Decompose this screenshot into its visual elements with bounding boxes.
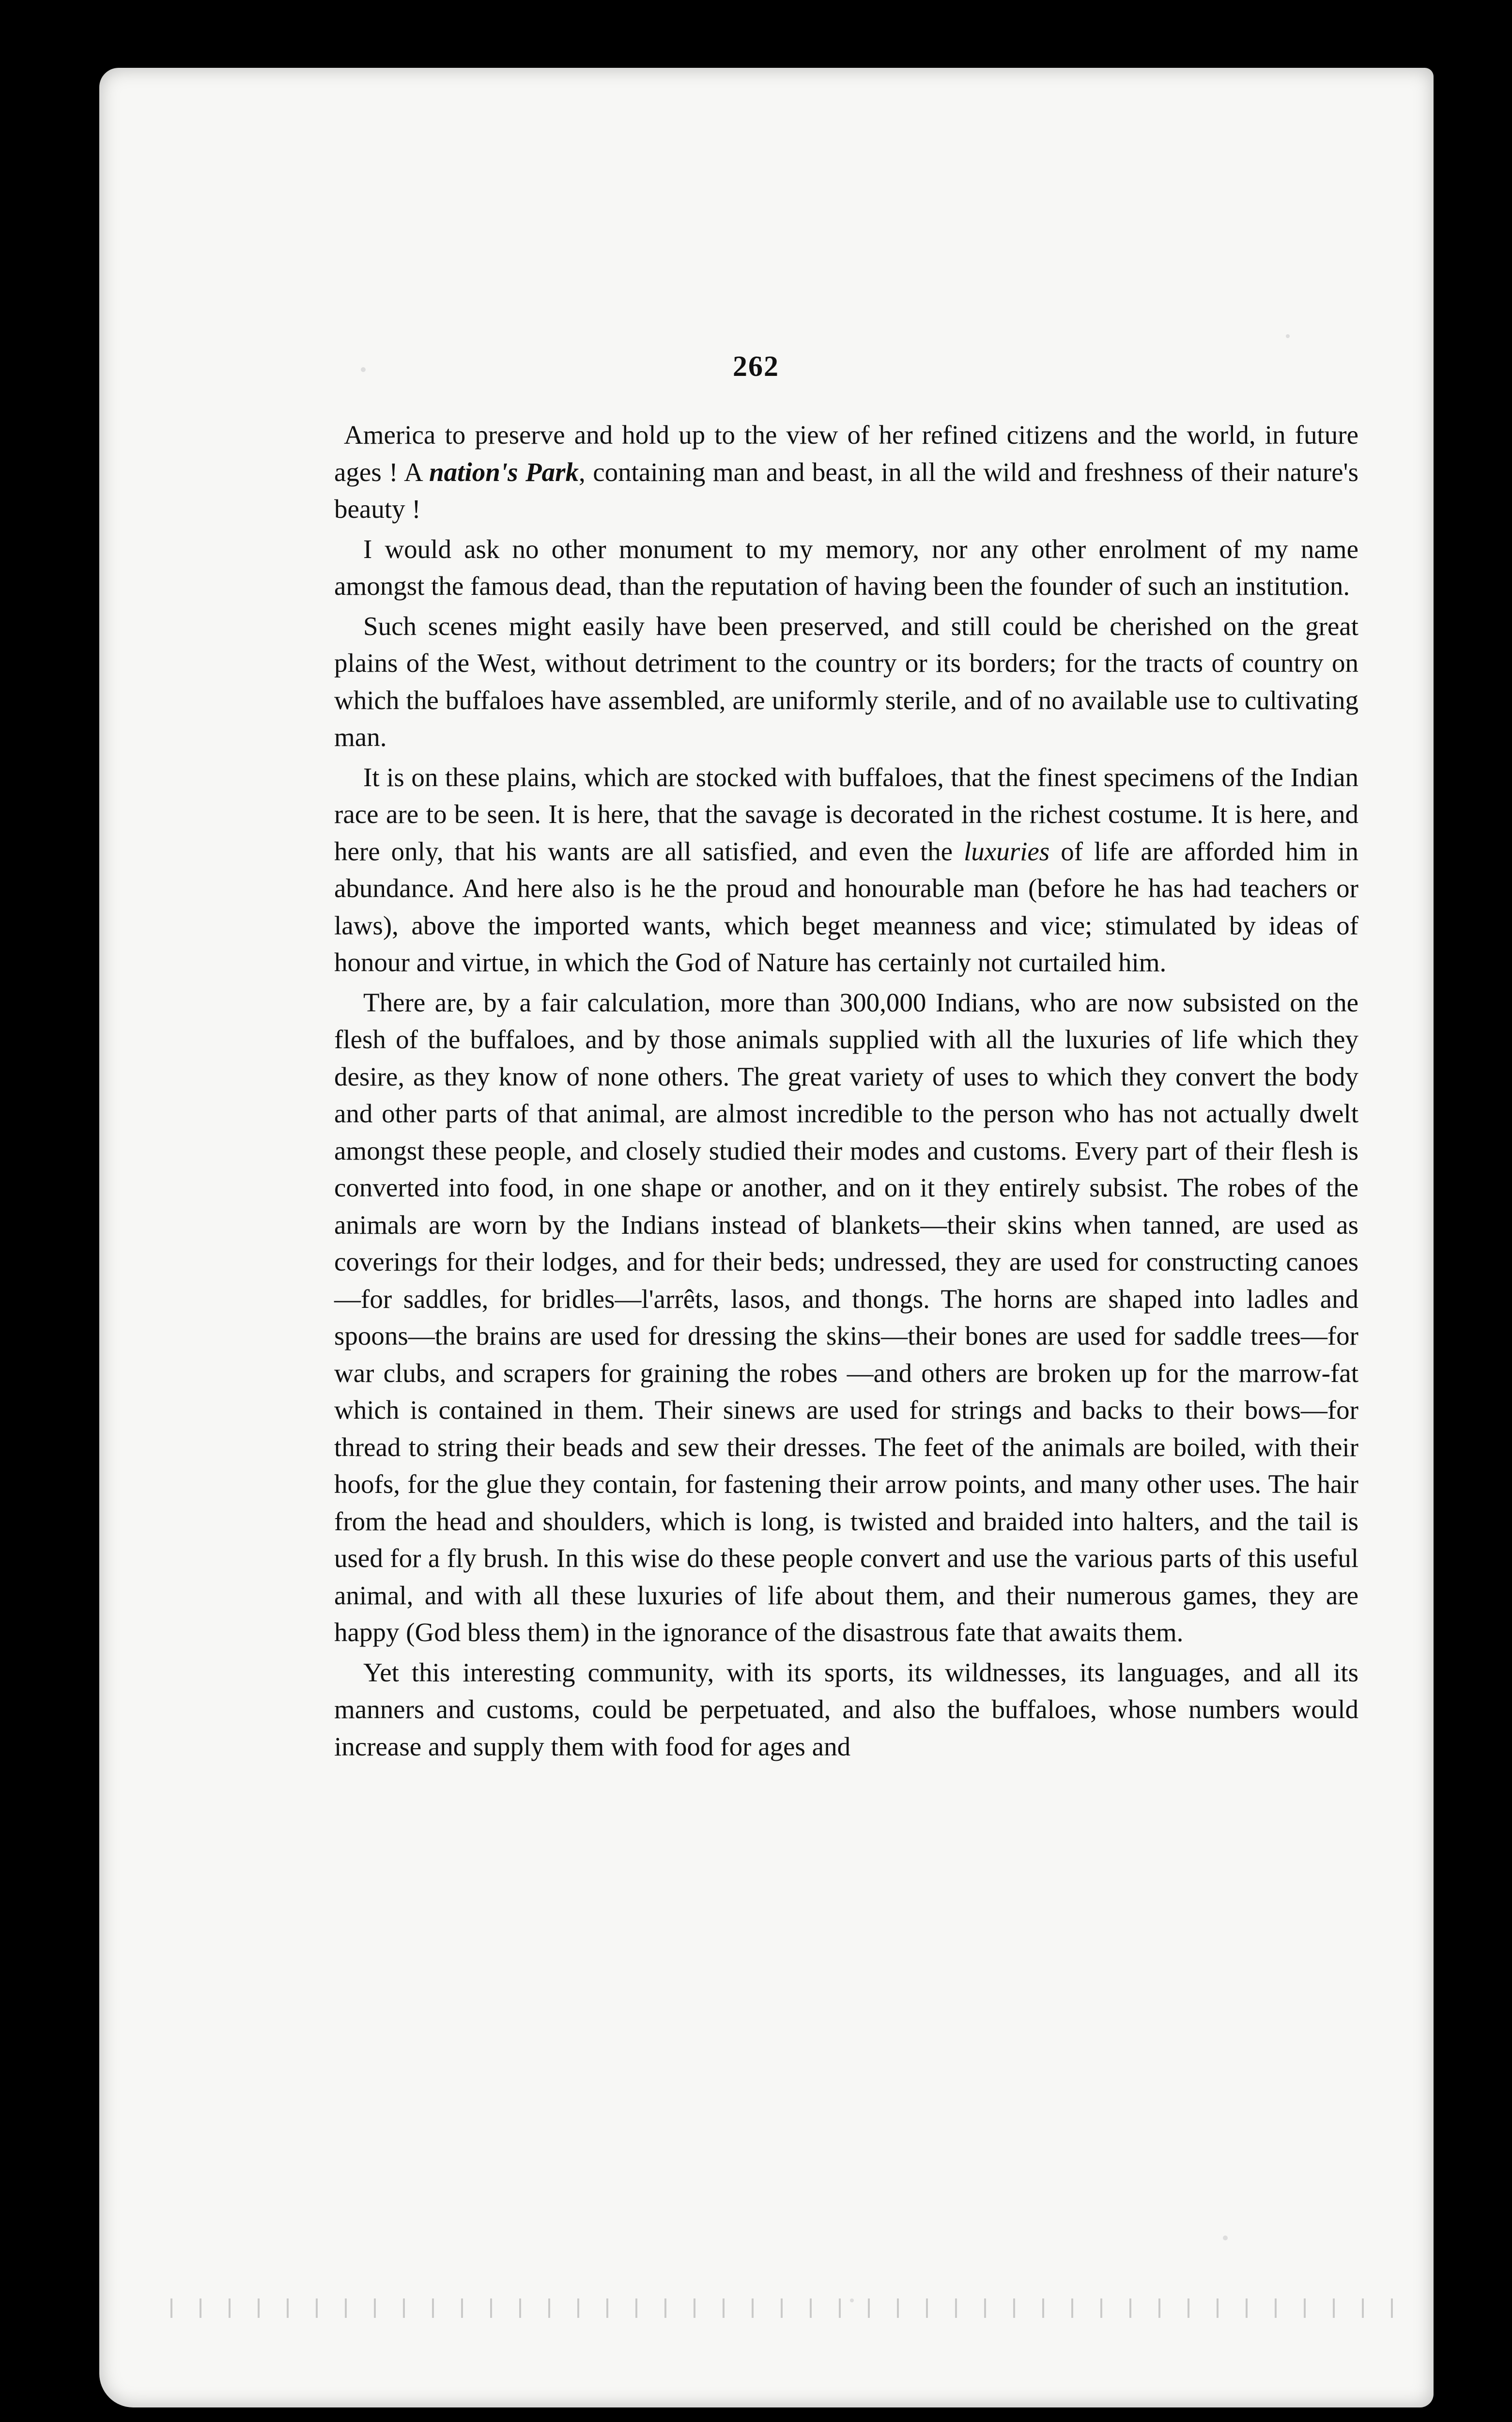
page-number: 262 [733, 350, 779, 382]
paragraph [334, 417, 1358, 528]
emphasized-text: nation's Park [429, 457, 579, 487]
text-run: Such scenes might easily have been preserved, and still could be cherished on the great plains of the West, without detriment to the country or its borders; for the tracts of country on which the buffaloes have assembled, are uniformly sterile, and of no available use to cultivating man. [334, 611, 1358, 752]
paragraph [334, 608, 1358, 756]
emphasized-text: luxuries [964, 836, 1050, 866]
paragraph [334, 759, 1358, 981]
page-bottom-edge-texture [160, 2298, 1409, 2318]
text-run: It is on these plains, which are stocked with buffaloes, that the finest specimens of the Indian race are to be seen. It is here, that the savage is decorated in the richest costume. It is here, and here only, that his wants are all satisfied, and even the [334, 762, 1358, 866]
paragraph [334, 531, 1358, 605]
paper-speck [1223, 2236, 1228, 2240]
paragraph [334, 984, 1358, 1651]
text-run: of life are afforded him in abundance. And here also is he the proud and honourable man (before he has had teachers or laws), above the imported wants, which beget meanness and vice; stimulated by ideas of honour and virtue, in which the God of Nature has certainly not curtailed him. [334, 836, 1358, 977]
body-text [334, 417, 1358, 1765]
text-run: There are, by a fair calculation, more than 300,000 Indians, who are now subsisted on the flesh of the buffaloes, and by those animals supplied with all the luxuries of life which they desire, as they know of none others. The great variety of uses to which they convert the body and other parts of that animal, are almost incredible to the person who has not actually dwelt amongst these people, and closely studied their modes and customs. Every part of their flesh is converted into food, in one shape or another, and on it they entirely subsist. The robes of the animals are worn by the Indians instead of blankets—their skins when tanned, are used as coverings for their lodges, and for their beds; undressed, they are used for constructing canoes—for saddles, for bridles—l'arrêts, lasos, and thongs. The horns are shaped into ladles and spoons—the brains are used for dressing the skins—their bones are used for saddle trees—for war clubs, and scrapers for graining the robes —and others are broken up for the marrow-fat which is contained in them. Their sinews are used for strings and backs to their bows—for thread to string their beads and sew their dresses. The feet of the animals are boiled, with their hoofs, for the glue they contain, for fastening their arrow points, and many other uses. The hair from the head and shoulders, which is long, is twisted and braided into halters, and the tail is used for a fly brush. In this wise do these people convert and use the various parts of this useful animal, and with all these luxuries of life about them, and their numerous games, they are happy (God bless them) in the ignorance of the disastrous fate that awaits them. [334, 987, 1358, 1647]
text-run: I would ask no other monument to my memory, nor any other enrolment of my name amongst the famous dead, than the reputation of having been the founder of such an institution. [334, 534, 1358, 601]
text-run: , containing man and beast, in all the wild and freshness of their nature's beauty ! [334, 457, 1358, 524]
paragraph [334, 1654, 1358, 1766]
paper-speck [1286, 334, 1290, 338]
text-run: Yet this interesting community, with its sports, its wildnesses, its languages, and all its manners and customs, could be perpetuated, and also the buffaloes, whose numbers would increase and supply them with food for ages and [334, 1657, 1358, 1761]
text-run: America to preserve and hold up to the view of her refined citizens and the world, in future ages ! A [334, 420, 1358, 487]
